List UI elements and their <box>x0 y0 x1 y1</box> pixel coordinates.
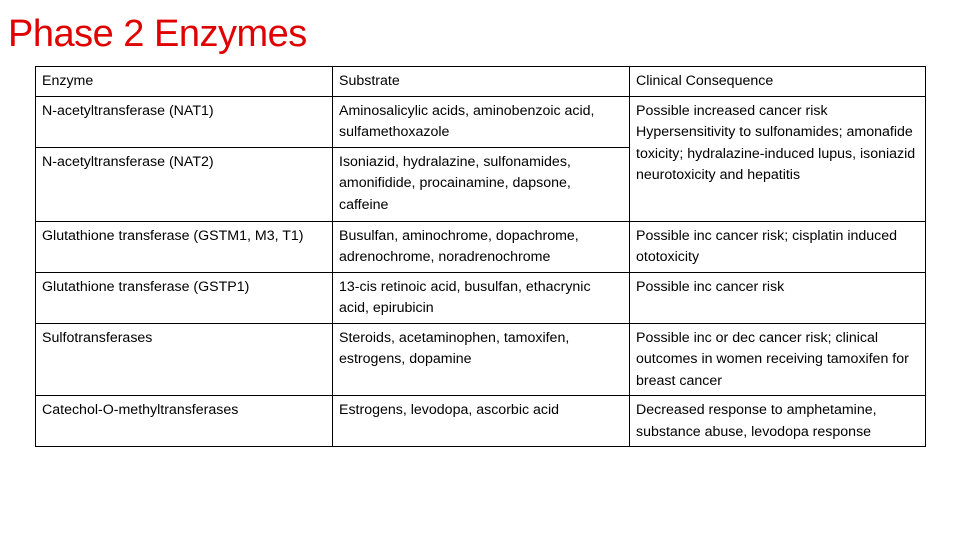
header-substrate: Substrate <box>333 67 630 97</box>
substrate-cell: Busulfan, aminochrome, dopachrome, adrenochrome, noradrenochrome <box>333 221 630 272</box>
consequence-cell <box>630 96 926 221</box>
substrate-cell: Isoniazid, hydralazine, sulfonamides, amonifidide, procainamine, dapsone, caffeine <box>333 147 630 221</box>
consequence-cell: Decreased response to amphetamine, substance abuse, levodopa response <box>630 396 926 447</box>
table-row <box>36 272 926 323</box>
table-row <box>36 396 926 447</box>
enzyme-cell: Catechol-O-methyltransferases <box>36 396 333 447</box>
enzymes-table <box>35 66 926 447</box>
table-row <box>36 96 926 147</box>
substrate-cell: 13-cis retinoic acid, busulfan, ethacrynic acid, epirubicin <box>333 272 630 323</box>
table-header-row <box>36 67 926 97</box>
consequence-line: Possible increased cancer risk <box>636 102 828 119</box>
consequence-cell: Possible inc cancer risk; cisplatin induced ototoxicity <box>630 221 926 272</box>
enzyme-cell: Glutathione transferase (GSTM1, M3, T1) <box>36 221 333 272</box>
page-title: Phase 2 Enzymes <box>8 13 307 55</box>
consequence-cell: Possible inc cancer risk <box>630 272 926 323</box>
substrate-cell: Steroids, acetaminophen, tamoxifen, estrogens, dopamine <box>333 323 630 396</box>
consequence-cell: Possible inc or dec cancer risk; clinical outcomes in women receiving tamoxifen for breast cancer <box>630 323 926 396</box>
header-clinical-consequence: Clinical Consequence <box>630 67 926 97</box>
enzyme-cell: Sulfotransferases <box>36 323 333 396</box>
enzyme-cell: Glutathione transferase (GSTP1) <box>36 272 333 323</box>
enzyme-cell: N-acetyltransferase (NAT2) <box>36 147 333 221</box>
substrate-cell: Estrogens, levodopa, ascorbic acid <box>333 396 630 447</box>
consequence-line: Hypersensitivity to sulfonamides; amonafide toxicity; hydralazine-induced lupus, isoniazid neurotoxicity and hepatitis <box>636 124 916 183</box>
enzyme-cell: N-acetyltransferase (NAT1) <box>36 96 333 147</box>
table-row <box>36 323 926 396</box>
header-enzyme: Enzyme <box>36 67 333 97</box>
table-row <box>36 221 926 272</box>
substrate-cell: Aminosalicylic acids, aminobenzoic acid, sulfamethoxazole <box>333 96 630 147</box>
